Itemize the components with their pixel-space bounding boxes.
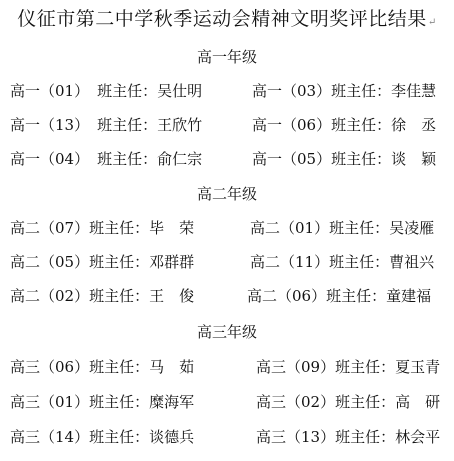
title-text: 仪征市第二中学秋季运动会精神文明奖评比结果 <box>17 8 427 30</box>
class-name: 高三（13） <box>256 428 336 446</box>
teacher-name: 王欣竹 <box>157 116 203 134</box>
class-name: 高三（09） <box>256 358 336 376</box>
role-label: 班主任： <box>326 287 387 305</box>
grade-heading: 高二年级 <box>196 185 257 203</box>
paragraph-mark: ↵ <box>427 17 437 28</box>
class-name: 高一（03） <box>252 82 332 100</box>
award-entry <box>10 251 194 272</box>
class-name: 高一（06） <box>252 116 332 134</box>
award-entry <box>10 356 194 377</box>
award-entry <box>10 114 202 135</box>
teacher-name: 邓群群 <box>149 253 195 271</box>
teacher-name: 马 茹 <box>149 358 195 376</box>
award-entry <box>252 114 436 135</box>
award-entry <box>256 426 440 447</box>
role-label: 班主任： <box>97 82 158 100</box>
role-label: 班主任： <box>97 150 158 168</box>
award-entry <box>250 251 434 272</box>
class-name: 高三（14） <box>10 428 90 446</box>
award-entry <box>247 285 431 306</box>
role-label: 班主任： <box>89 219 150 237</box>
class-name: 高二（01） <box>250 219 330 237</box>
role-label: 班主任： <box>335 358 396 376</box>
grade-heading: 高三年级 <box>196 323 257 341</box>
class-name: 高二（11） <box>250 253 330 271</box>
teacher-name: 夏玉青 <box>395 358 441 376</box>
role-label: 班主任： <box>89 393 150 411</box>
teacher-name: 谈德兵 <box>149 428 195 446</box>
award-entry <box>10 426 194 447</box>
award-entry <box>252 80 436 101</box>
teacher-name: 俞仁宗 <box>157 150 203 168</box>
award-entry <box>250 217 434 238</box>
role-label: 班主任： <box>89 287 150 305</box>
teacher-name: 曹祖兴 <box>389 253 435 271</box>
class-name: 高一（13） <box>10 116 90 134</box>
class-name: 高三（06） <box>10 358 90 376</box>
teacher-name: 高 研 <box>395 393 441 411</box>
award-entry <box>256 356 440 377</box>
teacher-name: 林会平 <box>395 428 441 446</box>
role-label: 班主任： <box>331 116 392 134</box>
class-name: 高一（01） <box>10 82 90 100</box>
role-label: 班主任： <box>89 428 150 446</box>
class-name: 高二（07） <box>10 219 90 237</box>
teacher-name: 吴凌雁 <box>389 219 435 237</box>
award-entry <box>10 148 202 169</box>
document-title <box>0 4 454 31</box>
teacher-name: 吴仕明 <box>157 82 203 100</box>
role-label: 班主任： <box>331 82 392 100</box>
award-entry <box>10 391 194 412</box>
award-entry <box>256 391 440 412</box>
award-entry <box>10 80 202 101</box>
role-label: 班主任： <box>335 428 396 446</box>
class-name: 高三（02） <box>256 393 336 411</box>
teacher-name: 糜海军 <box>149 393 195 411</box>
class-name: 高三（01） <box>10 393 90 411</box>
class-name: 高二（02） <box>10 287 90 305</box>
role-label: 班主任： <box>97 116 158 134</box>
role-label: 班主任： <box>89 253 150 271</box>
class-name: 高二（05） <box>10 253 90 271</box>
role-label: 班主任： <box>331 150 392 168</box>
grade-heading: 高一年级 <box>196 48 257 66</box>
role-label: 班主任： <box>335 393 396 411</box>
teacher-name: 徐 丞 <box>391 116 437 134</box>
teacher-name: 毕 荣 <box>149 219 195 237</box>
teacher-name: 谈 颖 <box>391 150 437 168</box>
role-label: 班主任： <box>329 219 390 237</box>
award-entry <box>252 148 436 169</box>
class-name: 高一（05） <box>252 150 332 168</box>
role-label: 班主任： <box>89 358 150 376</box>
class-name: 高一（04） <box>10 150 90 168</box>
award-entry <box>10 285 194 306</box>
class-name: 高二（06） <box>247 287 327 305</box>
teacher-name: 王 俊 <box>149 287 195 305</box>
award-entry <box>10 217 194 238</box>
teacher-name: 李佳慧 <box>391 82 437 100</box>
teacher-name: 童建福 <box>386 287 432 305</box>
role-label: 班主任： <box>329 253 390 271</box>
